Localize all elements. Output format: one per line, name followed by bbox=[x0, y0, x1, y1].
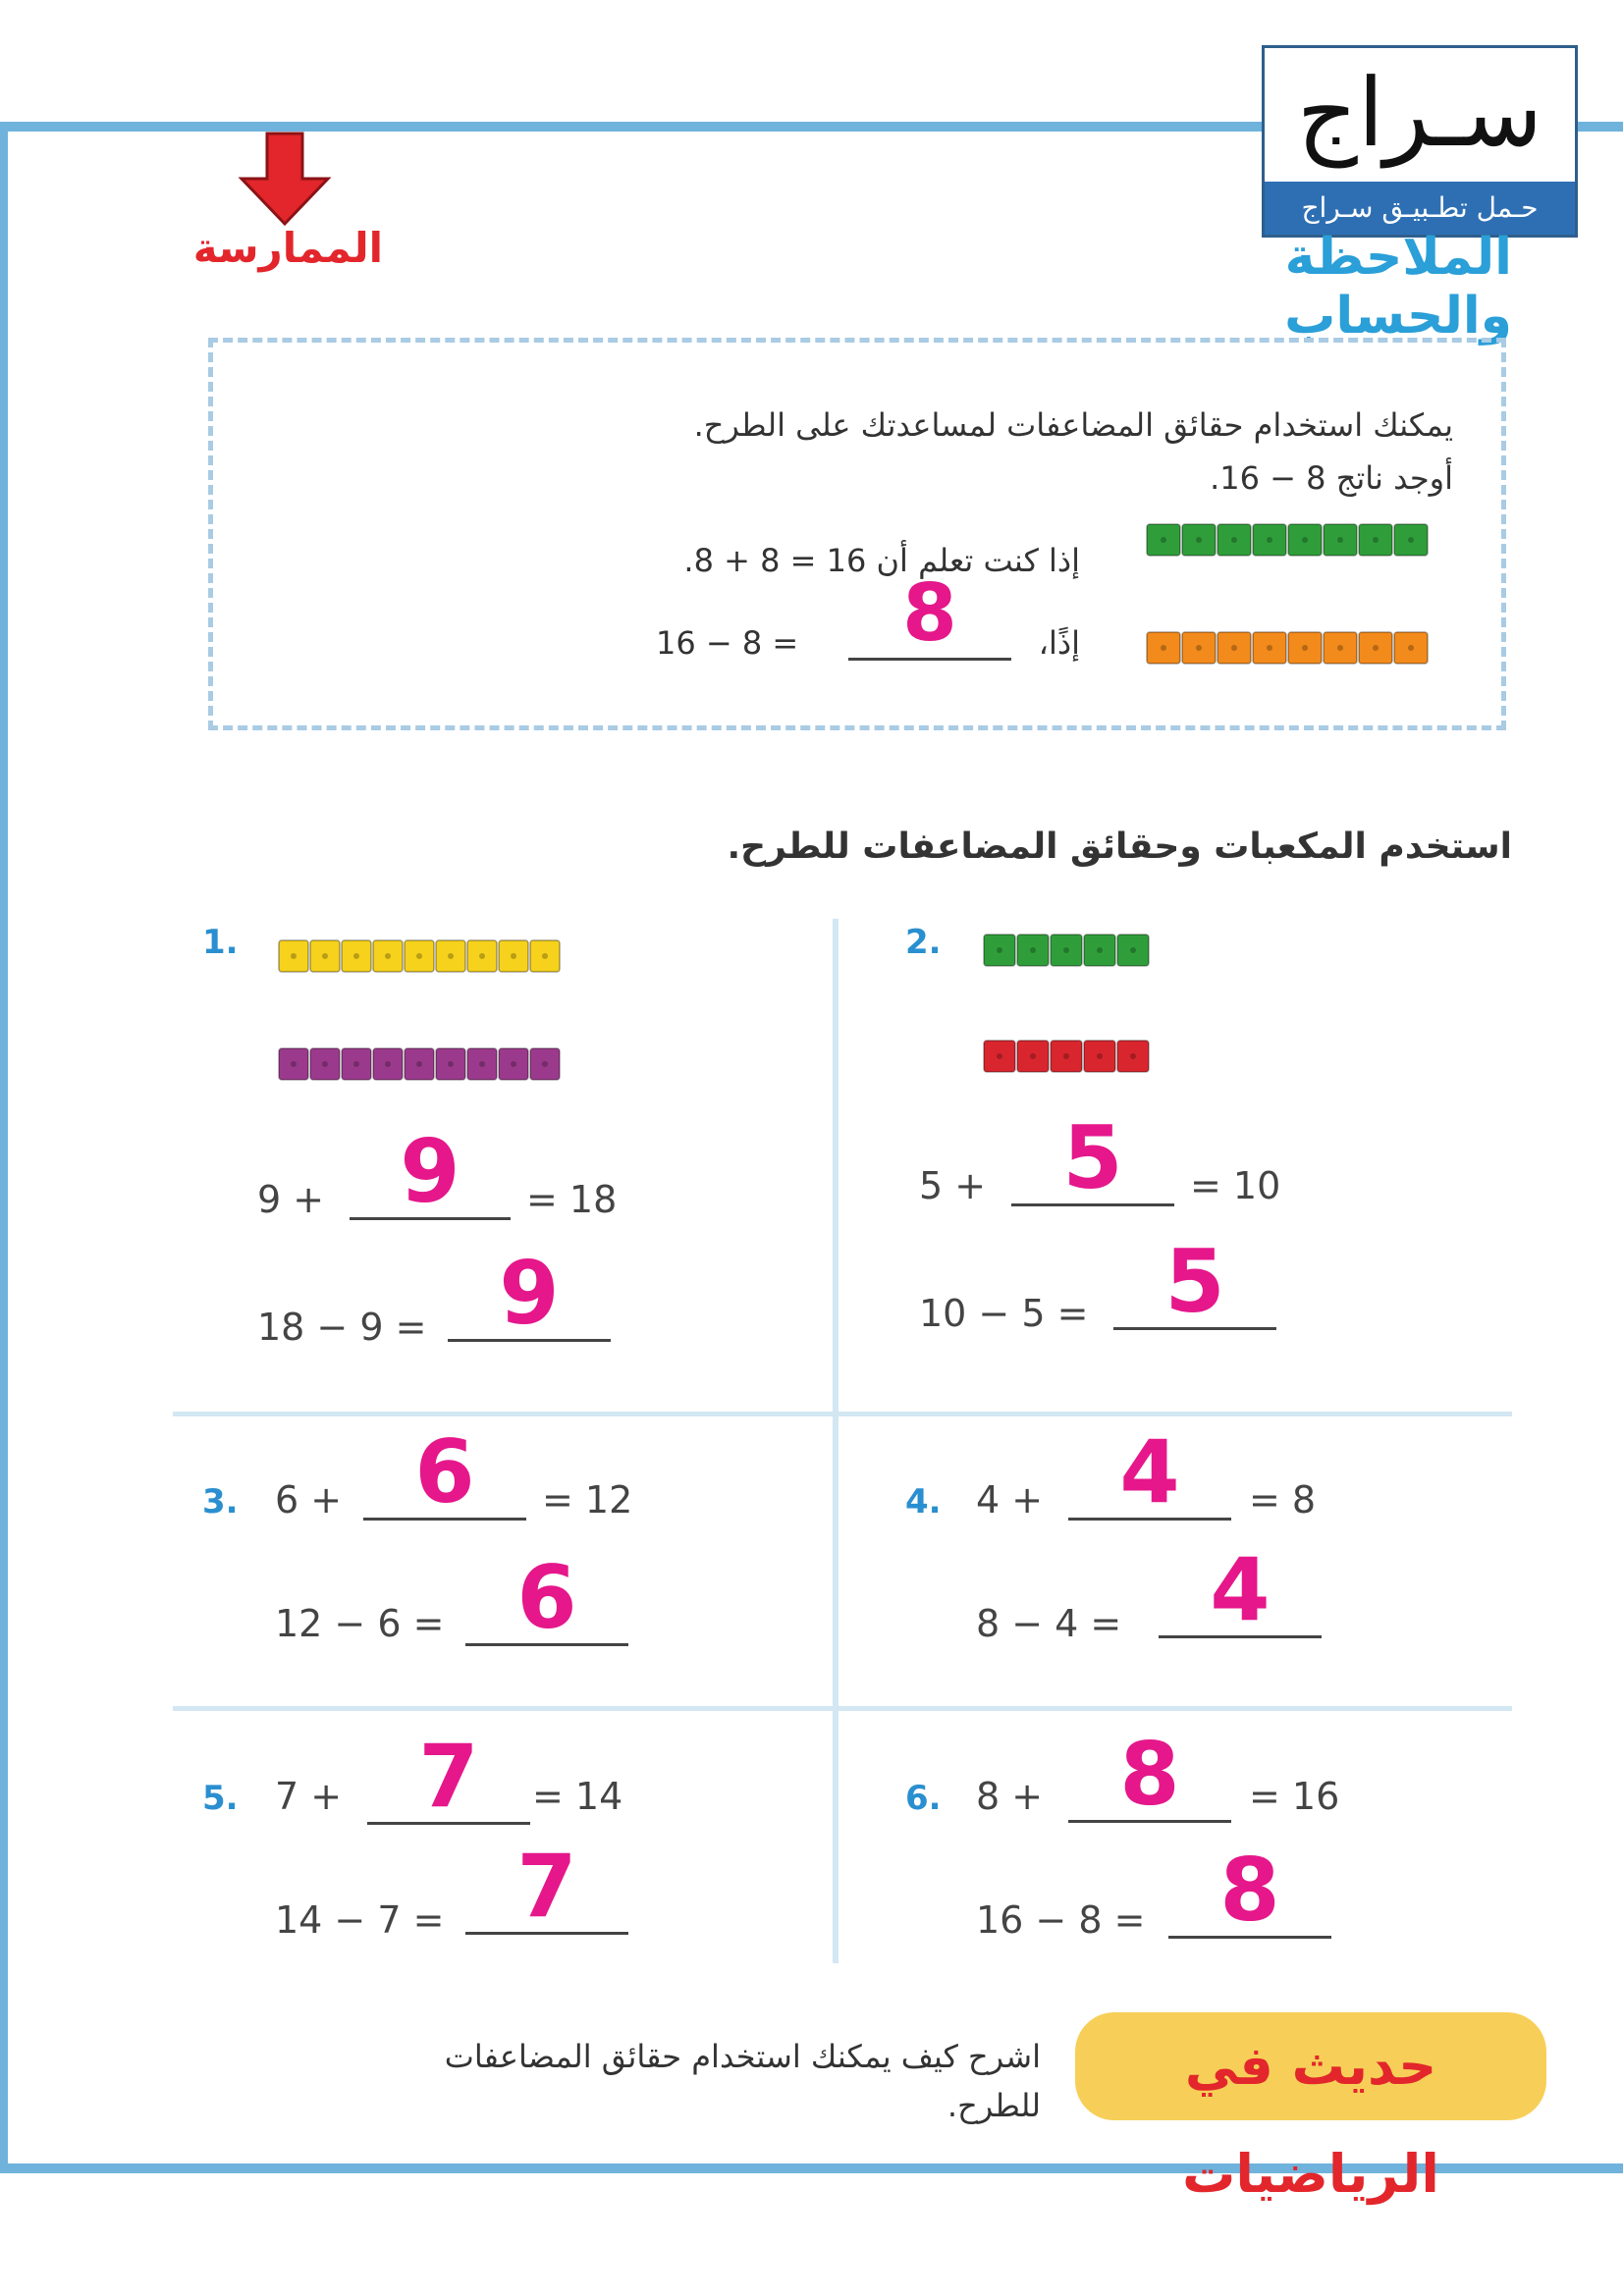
cube-dot bbox=[1196, 645, 1202, 651]
cube-dot bbox=[1161, 537, 1166, 543]
cube-dot bbox=[291, 1061, 297, 1067]
example-line-3: إذا كنت تعلم أن 16 = 8 + 8. bbox=[683, 542, 1080, 579]
equation-right: = 12 bbox=[542, 1478, 633, 1522]
example-answer[interactable]: 8 bbox=[848, 569, 1011, 661]
cube-dot bbox=[479, 1061, 485, 1067]
cube-dot bbox=[1408, 537, 1414, 543]
equation-left: 10 − 5 = bbox=[919, 1292, 1089, 1335]
cube-dot bbox=[1373, 537, 1379, 543]
talk-math-badge: حديث في الرياضيات bbox=[1075, 2012, 1546, 2120]
grid-divider-1 bbox=[173, 1412, 1512, 1416]
cube-dot bbox=[1097, 1053, 1103, 1059]
green-cube-train-icon bbox=[982, 929, 1161, 974]
answer-blank[interactable]: 4 bbox=[1068, 1427, 1231, 1521]
green-cube-train-icon bbox=[1145, 518, 1443, 565]
equation-right: = 14 bbox=[532, 1775, 623, 1818]
cube-dot bbox=[1130, 947, 1136, 953]
answer-blank[interactable]: 4 bbox=[1159, 1545, 1322, 1638]
example-line-2: أوجد ناتج 8 − 16. bbox=[1210, 459, 1453, 497]
equation-right: = 16 bbox=[1249, 1775, 1340, 1818]
answer-blank[interactable]: 7 bbox=[465, 1842, 628, 1935]
cube-dot bbox=[1130, 1053, 1136, 1059]
logo-word: سـراج bbox=[1296, 58, 1543, 168]
instruction: استخدم المكعبات وحقائق المضاعفات للطرح. bbox=[727, 827, 1512, 867]
equation-left: 12 − 6 = bbox=[275, 1602, 445, 1645]
cube-dot bbox=[997, 947, 1002, 953]
equation-left: 6 + bbox=[275, 1478, 343, 1522]
equation-left: 14 − 7 = bbox=[275, 1898, 445, 1942]
cube-dot bbox=[542, 1061, 548, 1067]
equation-left: 4 + bbox=[976, 1478, 1044, 1522]
cube-dot bbox=[479, 953, 485, 959]
cube-dot bbox=[353, 953, 359, 959]
cube-dot bbox=[322, 953, 328, 959]
answer-blank[interactable]: 9 bbox=[448, 1249, 611, 1342]
answer-blank[interactable]: 6 bbox=[363, 1427, 526, 1521]
problem-number: 1. bbox=[202, 923, 239, 962]
answer-blank[interactable]: 5 bbox=[1113, 1237, 1276, 1330]
siraj-logo[interactable] bbox=[1262, 45, 1578, 238]
equation-left: 9 + bbox=[257, 1178, 325, 1221]
cube-dot bbox=[1196, 537, 1202, 543]
problem-number: 4. bbox=[905, 1482, 942, 1522]
cube-dot bbox=[1408, 645, 1414, 651]
cube-dot bbox=[1161, 645, 1166, 651]
cube-dot bbox=[1302, 537, 1308, 543]
cube-dot bbox=[448, 953, 454, 959]
arrow-down-icon bbox=[236, 130, 334, 228]
cube-dot bbox=[353, 1061, 359, 1067]
cube-dot bbox=[291, 953, 297, 959]
problem-number: 6. bbox=[905, 1779, 942, 1818]
cube-dot bbox=[1063, 947, 1069, 953]
equation-left: 5 + bbox=[919, 1164, 987, 1207]
talk-math-line-1: اشرح كيف يمكنك استخدام حقائق المضاعفات bbox=[444, 2038, 1041, 2075]
answer-blank[interactable]: 8 bbox=[1168, 1845, 1331, 1939]
grid-divider-vertical bbox=[833, 919, 839, 1963]
left-border bbox=[0, 122, 8, 2173]
problem-number: 5. bbox=[202, 1779, 239, 1818]
example-line-1: يمكنك استخدام حقائق المضاعفات لمساعدتك على الطرح. bbox=[693, 406, 1453, 444]
cube-dot bbox=[1302, 645, 1308, 651]
equation-left: 8 − 4 = bbox=[976, 1602, 1122, 1645]
equation-left: 18 − 9 = bbox=[257, 1306, 427, 1349]
equation-left: 7 + bbox=[275, 1775, 343, 1818]
yellow-cube-train-icon bbox=[277, 934, 571, 980]
answer-blank[interactable]: 9 bbox=[350, 1127, 511, 1220]
cube-dot bbox=[511, 953, 516, 959]
red-cube-train-icon bbox=[982, 1035, 1161, 1080]
section-title: الملاحظة والحساب bbox=[1284, 228, 1512, 346]
equation-right: = 10 bbox=[1190, 1164, 1281, 1207]
purple-cube-train-icon bbox=[277, 1042, 571, 1088]
cube-dot bbox=[542, 953, 548, 959]
cube-dot bbox=[511, 1061, 516, 1067]
cube-dot bbox=[1030, 1053, 1036, 1059]
practice-label: الممارسة bbox=[192, 224, 383, 272]
cube-dot bbox=[1373, 645, 1379, 651]
cube-dot bbox=[416, 953, 422, 959]
grid-divider-2 bbox=[173, 1706, 1512, 1711]
cube-dot bbox=[1337, 537, 1343, 543]
cube-dot bbox=[385, 953, 391, 959]
example-line-4-prefix: إذًا، bbox=[1038, 624, 1080, 662]
logo-tagline[interactable]: حـمل تطـبيـق سـراج bbox=[1265, 182, 1575, 235]
cube-dot bbox=[1267, 537, 1272, 543]
example-line-4-equation: 16 − 8 = bbox=[656, 624, 799, 662]
problem-number: 2. bbox=[905, 923, 942, 962]
equation-left: 8 + bbox=[976, 1775, 1044, 1818]
cube-dot bbox=[1231, 645, 1237, 651]
equation-right: = 8 bbox=[1249, 1478, 1317, 1522]
cube-dot bbox=[1063, 1053, 1069, 1059]
cube-dot bbox=[1030, 947, 1036, 953]
cube-dot bbox=[1231, 537, 1237, 543]
equation-left: 16 − 8 = bbox=[976, 1898, 1146, 1942]
talk-math-line-2: للطرح. bbox=[947, 2087, 1041, 2124]
cube-dot bbox=[1267, 645, 1272, 651]
cube-dot bbox=[448, 1061, 454, 1067]
cube-dot bbox=[416, 1061, 422, 1067]
cube-dot bbox=[385, 1061, 391, 1067]
cube-dot bbox=[1337, 645, 1343, 651]
cube-dot bbox=[997, 1053, 1002, 1059]
cube-dot bbox=[322, 1061, 328, 1067]
answer-blank[interactable]: 8 bbox=[1068, 1730, 1231, 1823]
equation-right: = 18 bbox=[526, 1178, 618, 1221]
cube-dot bbox=[1097, 947, 1103, 953]
orange-cube-train-icon bbox=[1145, 626, 1443, 673]
problem-number: 3. bbox=[202, 1482, 239, 1522]
answer-blank[interactable]: 6 bbox=[465, 1553, 628, 1646]
answer-blank[interactable]: 7 bbox=[367, 1732, 530, 1825]
answer-blank[interactable]: 5 bbox=[1011, 1113, 1174, 1206]
